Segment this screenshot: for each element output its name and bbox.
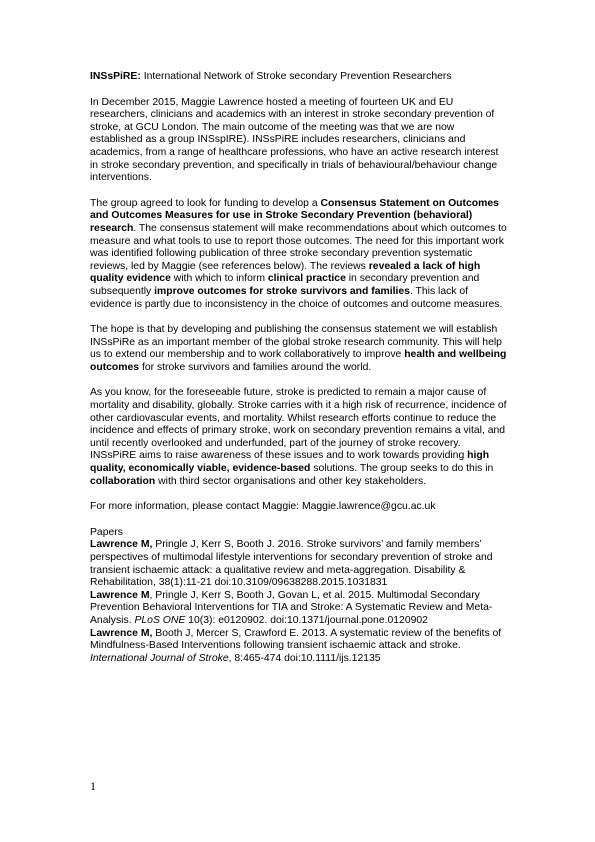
- papers-heading: Papers: [90, 526, 123, 538]
- paragraph-context: [90, 387, 508, 488]
- reference-author: Lawrence M: [90, 589, 150, 601]
- contact-line: For more information, please contact Maggie: Maggie.lawrence@gcu.ac.uk: [90, 501, 436, 513]
- document-body: [90, 71, 508, 665]
- bold-run: improve outcomes for stroke survivors and families: [154, 285, 410, 297]
- reference-item: [90, 539, 508, 589]
- reference-journal: International Journal of Stroke: [90, 652, 229, 664]
- text-run: As you know, for the foreseeable future, stroke is predicted to remain a major cause of mortality and disability, globally. Stroke carries with it a high risk of recurrence, incidence of other cardiovascular events, and mortality. Whilst research efforts continue to reduce the incidence and effects of primary stroke, work on secondary prevention remains a vital, and until recently overlooked and underfunded, part of the journey of stroke recovery. INSsPiRE aims to raise awareness of these issues and to work towards providing: [90, 387, 507, 462]
- bold-run: health and wellbeing outcomes: [90, 349, 507, 373]
- paragraph-funding: [90, 198, 508, 311]
- text-run: . The consensus statement will make recommendations about which outcomes to measure and what tools to use to report those outcomes. The need for this important work was identified following publication of three stroke secondary prevention systematic reviews, led by Maggie (see references below). The reviews: [90, 222, 507, 272]
- text-run: with which to inform: [170, 273, 268, 285]
- text-run: The hope is that by developing and publishing the consensus statement we will establish INSsPiRe as an important member of the global stroke research community. This will help us to extend our membership and to work collaboratively to improve: [90, 324, 502, 361]
- reference-item: [90, 590, 508, 628]
- text-run: The group agreed to look for funding to develop a: [90, 197, 321, 209]
- document-title: [90, 71, 508, 84]
- text-run: . This lack of evidence is partly due to inconsistency in the choice of outcomes and outcome measures.: [90, 285, 503, 310]
- text-run: solutions. The group seeks to do this in: [310, 463, 494, 475]
- bold-run: Consensus Statement on Outcomes and Outcomes Measures for use in Stroke Secondary Prevention (behavioral) research: [90, 197, 499, 234]
- reference-text: Booth J, Mercer S, Crawford E. 2013. A systematic review of the benefits of Mindfulness-Based Interventions following transient ischaemic attack and stroke.: [90, 627, 502, 652]
- paragraph-meeting: In December 2015, Maggie Lawrence hosted a meeting of fourteen UK and EU researchers, clinicians and academics with an interest in stroke secondary prevention of stroke, at GCU London. The main outcome of the meeting was that we are now established as a group INSspIRE). INSsPiRE includes researchers, clinicians and academics, from a range of healthcare professions, who have an active research interest in stroke secondary prevention, and specifically in trials of behavioural/behaviour change interventions.: [90, 96, 499, 184]
- reference-author: Lawrence M,: [90, 539, 153, 551]
- text-run: in secondary prevention and subsequently: [90, 273, 480, 297]
- bold-run: revealed a lack of high quality evidence: [90, 260, 481, 285]
- reference-text: Pringle J, Kerr S, Booth J. 2016. Stroke survivors’ and family members’ perspectives of multimodal lifestyle interventions for secondary prevention of stroke and transient ischaemic attack: a qualitative review and meta-aggregation. Disability & Rehabilitation, 38(1):11-21 doi:10.3109/09638288.2015.1031831: [90, 539, 493, 589]
- title-text: International Network of Stroke secondary Prevention Researchers: [140, 71, 452, 82]
- text-run: for stroke survivors and families around the world.: [139, 361, 372, 373]
- reference-tail: , 8:465-474 doi:10.1111/ijs.12135: [228, 652, 381, 664]
- page-number: 1: [90, 779, 96, 793]
- paragraph-hope: [90, 324, 508, 374]
- bold-run: clinical practice: [267, 273, 346, 285]
- bold-run: collaboration: [90, 475, 156, 487]
- reference-tail: 10(3): e0120902. doi:10.1371/journal.pone.0120902: [185, 614, 428, 626]
- reference-item: [90, 628, 508, 666]
- reference-text: , Pringle J, Kerr S, Booth J, Govan L, et al. 2015. Multimodal Secondary Prevention Behavioral Interventions for TIA and Stroke: A Systematic Review and Meta-Analysis.: [90, 589, 493, 626]
- title-acronym: INSsPiRE:: [90, 71, 141, 82]
- reference-author: Lawrence M,: [90, 627, 153, 639]
- text-run: with third sector organisations and other key stakeholders.: [155, 475, 427, 487]
- reference-journal: PLoS ONE: [134, 614, 186, 626]
- bold-run: high quality, economically viable, evidence-based: [90, 450, 490, 475]
